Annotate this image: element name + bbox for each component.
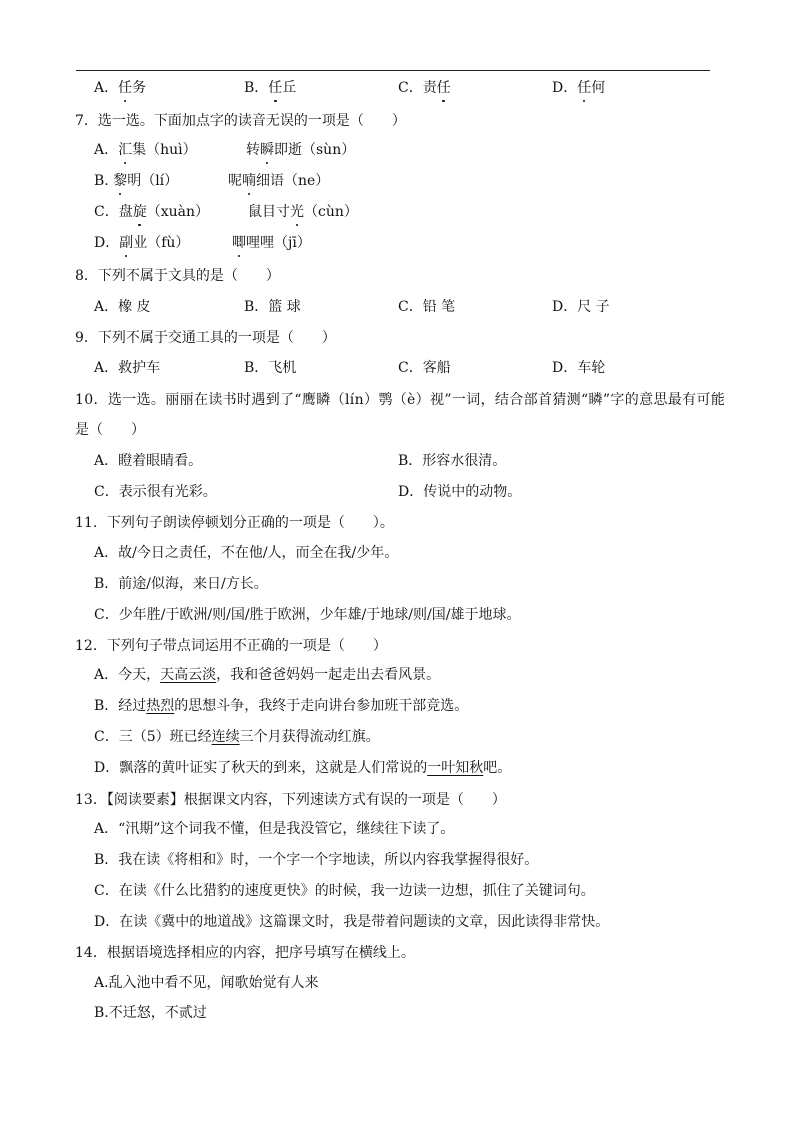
q12-b-text: B．经过 xyxy=(94,698,147,714)
q12-b-text-end: 的思想斗争，我终于走向讲台参加班干部竞选。 xyxy=(174,698,469,714)
q7-c-word1: C．盘旋（xuàn） xyxy=(94,201,209,223)
q6-options xyxy=(94,77,714,99)
q8-option-b: B．篮 球 xyxy=(244,299,301,315)
q7-option-c xyxy=(94,201,494,223)
q6-option-c: C．责任 xyxy=(398,77,451,99)
q12-a-marked: 天高云淡 xyxy=(160,667,217,683)
q6-option-b: B．任丘 xyxy=(244,77,296,99)
q10-option-c: C．表示很有光彩。 xyxy=(94,484,217,500)
q11-option-a: A．故/今日之责任，不在他/人，而全在我/少年。 xyxy=(94,545,399,561)
q12-d-text: D．飘落的黄叶证实了秋天的到来，这就是人们常说的 xyxy=(94,760,428,776)
q12-d-marked: 一叶知秋 xyxy=(427,760,484,776)
q8-option-a: A．橡 皮 xyxy=(94,299,151,315)
q13-option-b: B．我在读《将相和》时，一个字一个字地读，所以内容我掌握得很好。 xyxy=(94,852,539,868)
q7-b-word1: B. 黎明（lí） xyxy=(94,170,178,192)
q10-option-b: B．形容水很清。 xyxy=(398,453,507,469)
q7-option-a xyxy=(94,139,494,161)
q12-option-c xyxy=(94,726,380,748)
q12-c-marked: 连续 xyxy=(211,729,240,745)
q14-option-a: A.乱入池中看不见，闻歌始觉有人来 xyxy=(94,975,319,991)
q10-option-a: A．瞪着眼睛看。 xyxy=(94,453,203,469)
q10-stem-line2: 是（ ） xyxy=(75,422,145,438)
q7-c-word2: 鼠目寸光（cùn） xyxy=(248,201,358,223)
q12-option-d xyxy=(94,757,511,779)
q8-option-d: D．尺 子 xyxy=(552,299,610,315)
q12-d-text-end: 吧。 xyxy=(483,760,512,776)
q14-stem: 14．根据语境选择相应的内容，把序号填写在横线上。 xyxy=(75,945,415,961)
q9-option-d: D．车轮 xyxy=(552,360,606,376)
q10-option-d: D．传说中的动物。 xyxy=(398,484,522,500)
q11-option-b: B．前途/似海，来日/方长。 xyxy=(94,576,268,592)
header-rule xyxy=(76,70,710,71)
q12-option-b xyxy=(94,695,468,717)
q12-c-text: C．三（5）班已经 xyxy=(94,729,212,745)
q13-option-c: C．在读《什么比猎豹的速度更快》的时候，我一边读一边想，抓住了关键词句。 xyxy=(94,883,595,899)
q6-option-a: A．任务 xyxy=(94,77,146,99)
q12-option-a xyxy=(94,664,440,686)
q12-a-text-end: ，我和爸爸妈妈一起走出去看风景。 xyxy=(216,667,441,683)
q7-a-word1: A．汇集（huì） xyxy=(94,139,197,161)
q14-option-b: B.不迁怒，不贰过 xyxy=(94,1005,207,1021)
q10-options-row2 xyxy=(94,481,714,503)
q12-b-marked: 热烈 xyxy=(146,698,175,714)
q12-a-text: A．今天， xyxy=(94,667,161,683)
q7-option-b xyxy=(94,170,494,192)
q10-stem-line1: 10．选一选。丽丽在读书时遇到了“鹰瞵（lín）鹗（è）视”一词，结合部首猜测“瞵”字的意思最有可能 xyxy=(75,392,726,408)
q8-option-c: C．铅 笔 xyxy=(398,299,456,315)
q9-options xyxy=(94,357,714,379)
q12-stem: 12．下列句子带点词运用不正确的一项是（ ） xyxy=(75,638,387,654)
q11-stem: 11．下列句子朗读停顿划分正确的一项是（ ）。 xyxy=(75,515,394,531)
q10-options-row1 xyxy=(94,450,714,472)
q7-option-d xyxy=(94,232,494,254)
q8-options xyxy=(94,296,714,318)
q6-option-d: D．任何 xyxy=(552,77,605,99)
q9-option-c: C．客船 xyxy=(398,360,451,376)
q7-d-word2: 唧哩哩（jī） xyxy=(232,232,311,254)
q9-option-b: B．飞机 xyxy=(244,360,297,376)
q13-option-d: D．在读《冀中的地道战》这篇课文时，我是带着问题读的文章，因此读得非常快。 xyxy=(94,914,610,930)
q11-option-c: C．少年胜/于欧洲/则/国/胜于欧洲，少年雄/于地球/则/国/雄于地球。 xyxy=(94,607,521,623)
q7-b-word2: 呢喃细语（ne） xyxy=(228,170,329,192)
q12-c-text-end: 三个月获得流动红旗。 xyxy=(239,729,380,745)
q13-option-a: A．“汛期”这个词我不懂，但是我没管它，继续往下读了。 xyxy=(94,821,455,837)
q9-stem: 9．下列不属于交通工具的一项是（ ） xyxy=(75,330,336,346)
q8-stem: 8．下列不属于文具的是（ ） xyxy=(75,268,280,284)
q9-option-a: A．救护车 xyxy=(94,360,161,376)
q13-stem: 13．【阅读要素】根据课文内容，下列速读方式有误的一项是（ ） xyxy=(75,792,506,808)
q7-d-word1: D．副业（fù） xyxy=(94,232,189,254)
q7-a-word2: 转瞬即逝（sùn） xyxy=(246,139,355,161)
q7-stem: 7．选一选。下面加点字的读音无误的一项是（ ） xyxy=(75,113,406,129)
